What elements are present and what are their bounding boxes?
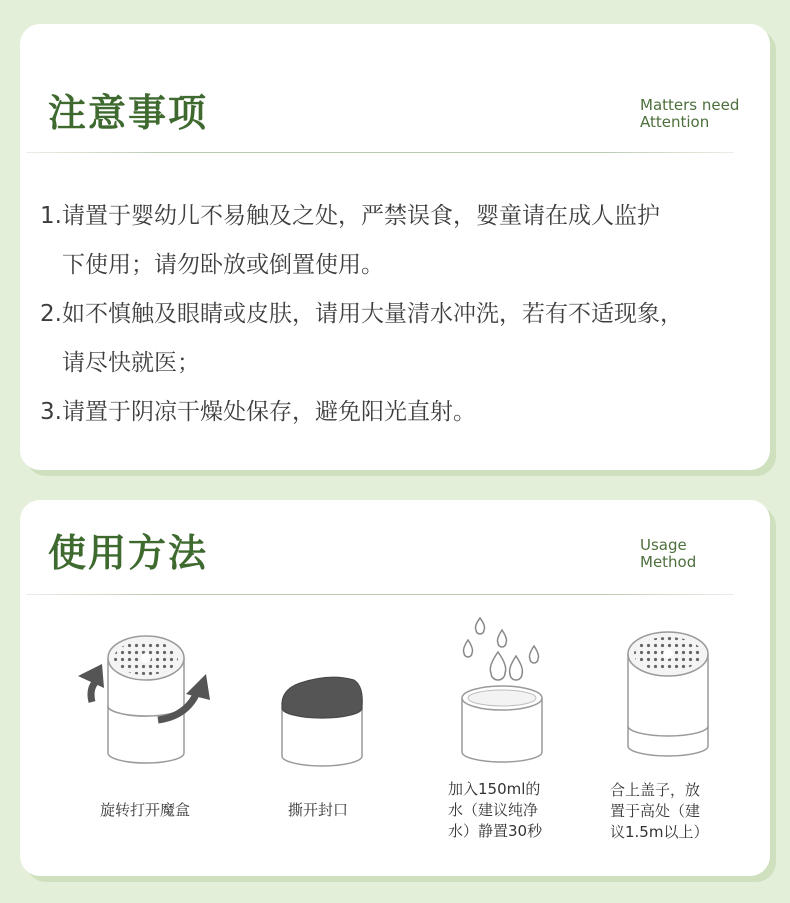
step-label-4: 合上盖子，放 置于高处（建 议1.5m以上） — [610, 781, 709, 841]
notice-list — [40, 192, 750, 437]
usage-subtitle: Usage Method — [640, 536, 697, 571]
step-rotate-open — [70, 628, 210, 819]
step-label-1: 旋转打开魔盒 — [100, 801, 191, 819]
tear-seal-icon — [270, 628, 390, 778]
step-close-lid — [610, 628, 750, 878]
notice-divider — [26, 152, 734, 153]
notice-item-3: 3.请置于阴凉干燥处保存，避免阳光直射。 — [40, 399, 476, 425]
usage-card — [20, 500, 770, 876]
notice-card — [20, 24, 770, 470]
step-label-2: 撕开封口 — [288, 801, 349, 819]
notice-item-1-cont: 下使用；请勿卧放或倒置使用。 — [62, 252, 384, 278]
notice-item-1: 1.请置于婴幼儿不易触及之处，严禁误食，婴童请在成人监护 — [40, 203, 660, 229]
rotate-open-box-icon — [70, 628, 210, 778]
add-water-icon — [440, 612, 580, 772]
step-add-water — [440, 612, 580, 872]
notice-title: 注意事项 — [48, 91, 209, 135]
close-lid-icon — [610, 628, 750, 778]
step-label-3: 加入150ml的 水（建议纯净 水）静置30秒 — [448, 780, 543, 840]
step-tear-seal — [270, 628, 390, 819]
usage-title: 使用方法 — [48, 531, 209, 575]
notice-subtitle: Matters need Attention — [640, 96, 740, 131]
notice-item-2: 2.如不慎触及眼睛或皮肤，请用大量清水冲洗，若有不适现象， — [40, 301, 683, 327]
usage-divider — [26, 594, 734, 595]
notice-item-2-cont: 请尽快就医； — [62, 350, 200, 376]
